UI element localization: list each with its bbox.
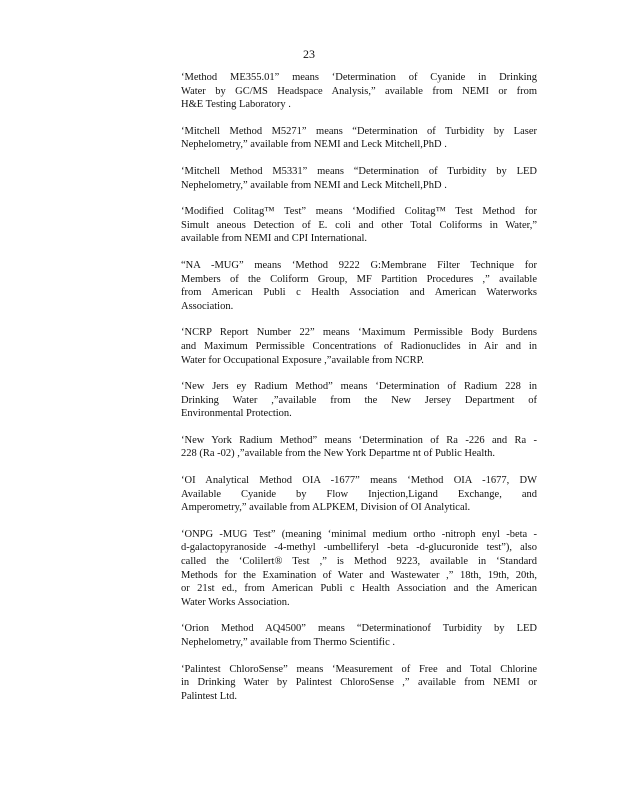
definition-line: Simult aneous Detection of E. coli and other Total Coliforms in Water,” [181,219,537,231]
definition-line: Drinking Water ,”available from the New Jersey Department of [181,394,537,406]
definition-line: H&E Testing Laboratory . [181,99,291,111]
definition-line: 228 (Ra -02) ,”available from the New York Departme nt of Public Health. [181,448,496,460]
definition-line: ‘Orion Method AQ4500” means “Determinationof Turbidity by LED [181,623,537,635]
definition-line: ‘Mitchell Method M5271” means “Determination of Turbidity by Laser [181,125,537,137]
definition-line: Water for Occupational Exposure ,”available from NCRP. [181,354,424,366]
definitions-list [181,71,537,716]
definition-onpg-mug [181,528,537,610]
definition-line: Nephelometry,” available from NEMI and Leck Mitchell,PhD . [181,139,447,151]
definition-line: ‘Palintest ChloroSense” means ‘Measurement of Free and Total Chlorine [181,663,537,675]
definition-line: Association. [181,300,234,312]
definition-modified-colitag [181,205,537,246]
definition-line: Water by GC/MS Headspace Analysis,” available from NEMI or from [181,85,537,97]
definition-line: in Drinking Water by Palintest ChloroSense ,” available from NEMI or [181,677,537,689]
definition-orion-aq4500 [181,622,537,649]
definition-line: ‘NCRP Report Number 22” means ‘Maximum Permissible Body Burdens [181,327,537,339]
definition-line: and Maximum Permissible Concentrations of Radionuclides in Air and in [181,340,537,352]
definition-line: Water Works Association. [181,596,290,608]
definition-method-me355 [181,71,537,112]
definition-line: Available Cyanide by Flow Injection,Ligand Exchange, and [181,488,537,500]
definition-line: Amperometry,” available from ALPKEM, Division of OI Analytical. [181,502,471,514]
definition-mitchell-m5271 [181,125,537,152]
definition-line: called the ‘Colilert® Test ,” is Method 9223, available in ‘Standard [181,556,537,568]
definition-line: Members of the Coliform Group, MF Partition Procedures ,” available [181,273,537,285]
definition-ncrp-report-22 [181,326,537,367]
definition-line: available from NEMI and CPI International. [181,233,368,245]
definition-line: from American Publi c Health Association and American Waterworks [181,287,537,299]
page-number: 23 [303,47,315,61]
definition-line: or 21st ed., from American Publi c Health Association and the American [181,583,537,595]
definition-oi-analytical [181,474,537,515]
definition-line: ‘Mitchell Method M5331” means “Determination of Turbidity by LED [181,165,537,177]
definition-palintest-chlorosense [181,663,537,704]
definition-na-mug [181,259,537,313]
definition-line: Methods for the Examination of Water and Wastewater ,” 18th, 19th, 20th, [181,569,537,581]
definition-new-york-radium [181,434,537,461]
definition-line: “NA -MUG” means ‘Method 9222 G:Membrane Filter Technique for [181,259,537,271]
definition-line: Environmental Protection. [181,408,292,420]
definition-line: ‘Method ME355.01” means ‘Determination of Cyanide in Drinking [181,72,537,83]
definition-mitchell-m5331 [181,165,537,192]
definition-line: Nephelometry,” available from Thermo Scientific . [181,637,396,648]
definition-line: ‘OI Analytical Method OIA -1677” means ‘Method OIA -1677, DW [181,475,537,487]
definition-line: ‘New Jers ey Radium Method” means ‘Determination of Radium 228 in [181,381,537,393]
definition-line: ‘New York Radium Method” means ‘Determination of Ra -226 and Ra - [181,434,537,446]
definition-new-jersey-radium [181,380,537,421]
definition-line: ‘Modified Colitag™ Test” means ‘Modified Colitag™ Test Method for [181,206,537,218]
definition-line: Palintest Ltd. [181,690,237,702]
definition-line: Nephelometry,” available from NEMI and Leck Mitchell,PhD . [181,179,447,191]
definition-line: ‘ONPG -MUG Test” (meaning ‘minimal medium ortho -nitroph enyl -beta - [181,528,537,540]
definition-line: d-galactopyranoside -4-methyl -umbelliferyl -beta -d-glucuronide test”), also [181,542,537,554]
